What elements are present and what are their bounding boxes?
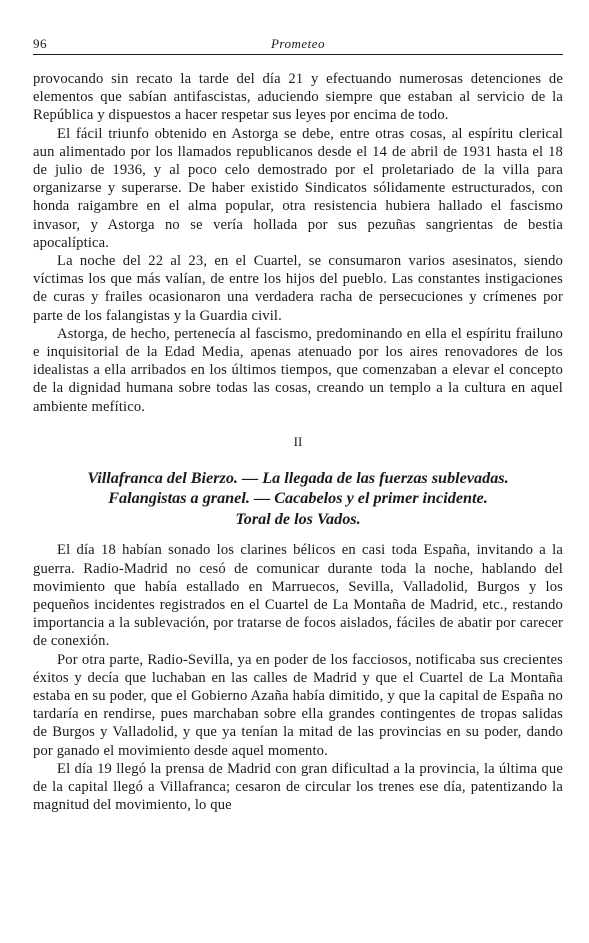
chapter-heading-line: Falangistas a granel. — Cacabelos y el primer incidente. xyxy=(108,489,488,508)
chapter-heading xyxy=(33,468,563,530)
paragraph: El día 19 llegó la prensa de Madrid con gran dificultad a la provincia, la última que de la capital llegó a Villafranca; cesaron de circular los trenes ese día, patentizando la magnitud del movimiento, lo que xyxy=(33,760,563,814)
chapter-heading-line: Toral de los Vados. xyxy=(235,509,361,528)
paragraph: Astorga, de hecho, pertenecía al fascismo, predominando en ella el espíritu frailuno e inquisitorial de la Edad Media, apenas atenuado por los aires renovadores de los idealistas a ella arribados en los últimos tiempos, que comenzaban a elevar el concepto de la dignidad humana sobre todas las cosas, creando un templo a la cultura en aquel ambiente mefítico. xyxy=(33,325,563,415)
running-header xyxy=(33,36,563,55)
body-text-top xyxy=(33,70,563,416)
body-text-bottom xyxy=(33,541,563,814)
section-numeral: II xyxy=(293,433,303,449)
paragraph: provocando sin recato la tarde del día 21 y efectuando numerosas detenciones de elementos que sabían antifascistas, aduciendo siempre que estaban al servicio de la República y dispuestos a hacer respetar sus leyes por encima de todo. xyxy=(33,71,563,124)
chapter-heading-line: Villafranca del Bierzo. — La llegada de las fuerzas sublevadas. xyxy=(87,468,509,487)
paragraph: El día 18 habían sonado los clarines bélicos en casi toda España, invitando a la guerra. Radio-Madrid no cesó de comunicar durante toda la noche, hablando del movimiento que había estallado en Marruecos, Sevilla, Valladolid, Burgos y los pequeños incidentes registrados en el Cuartel de La Montaña de Madrid, etc., restando importancia a la sublevación, por tratarse de focos aislados, fáciles de abatir por carecer de conexión. xyxy=(33,542,563,650)
paragraph: La noche del 22 al 23, en el Cuartel, se consumaron varios asesinatos, siendo víctimas los que más valían, de entre los hijos del pueblo. Las constantes instigaciones de curas y frailes ocasionaron una verdadera racha de persecuciones y crímenes por parte de los falangistas y la Guardia civil. xyxy=(33,253,563,324)
running-title: Prometeo xyxy=(270,36,326,51)
book-page xyxy=(33,36,563,814)
paragraph: Por otra parte, Radio-Sevilla, ya en poder de los facciosos, notificaba sus crecientes éxitos y decía que luchaban en las calles de Madrid y que el Cuartel de La Montaña estaba en su poder, que el Gobierno Azaña había dimitido, y que la capital de España no tardaría en rendirse, pues marchaban sobre ella grandes contingentes de tropas salidas de Burgos y Valladolid, y que ya tenían la mitad de las provincias en su poder, dando por ganado el movimiento desde aquel momento. xyxy=(33,651,563,759)
page-number: 96 xyxy=(33,36,47,51)
paragraph: El fácil triunfo obtenido en Astorga se debe, entre otras cosas, al espíritu clerical aun alimentado por los llamados republicanos desde el 14 de abril de 1931 hasta el 18 de julio de 1936, y al poco celo demostrado por el proletariado de la villa para organizarse y superarse. De haber existido Sindicatos sólidamente estructurados, con honda raigambre en el alma popular, otra resistencia hubiera hallado el fascismo invasor, y Astorga no se vería hollada por sus pezuñas sangrientas de bestia apocalíptica. xyxy=(33,125,563,251)
